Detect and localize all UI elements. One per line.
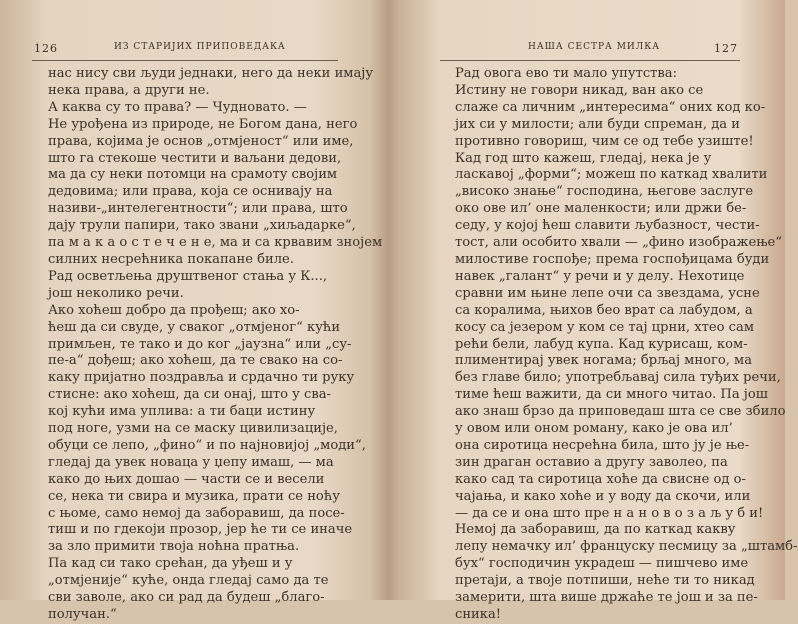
- text-line: како сад та сиротица хоће да свисне од о-: [455, 471, 746, 487]
- text-line: називи-„интелегентности“; или права, што: [48, 201, 348, 217]
- text-line: још неколико речи.: [48, 285, 184, 301]
- text-line: ма да су неки потомци на срамоту својим: [48, 167, 338, 183]
- text-line: дају трули папири, тако звани „хиљадарке“,: [48, 218, 356, 234]
- text-line: бух“ господичин украдеш — пишчево име: [455, 556, 749, 572]
- text-line: тиме ћеш важити, да си много читао. Па још: [455, 387, 768, 403]
- text-line: рећи бели, лабуд купа. Кад курисаш, ком-: [455, 336, 748, 352]
- text-line: А каква су то права? — Чудновато. —: [48, 99, 307, 115]
- text-line: под ноге, узми на се маску цивилизације,: [48, 421, 338, 437]
- left-page: [0, 0, 385, 622]
- text-line: Ако хоћеш добро да прођеш; ако хо-: [48, 302, 300, 318]
- text-line: Кад год што кажеш, гледај, нека је у: [455, 150, 712, 166]
- text-line: за зло примити твоја ноћна пратња.: [48, 539, 300, 555]
- right-page: [395, 0, 798, 622]
- text-line: Па кад си тако срећан, да уђеш и у: [48, 556, 293, 572]
- text-line: получан.“: [48, 607, 117, 622]
- text-line: тост, али особито хвали — „фино изображење“: [455, 235, 782, 251]
- text-line: како до њих дошао — части се и весели: [48, 471, 325, 487]
- text-line: ако знаш брзо да приповедаш шта се све збило: [455, 404, 786, 420]
- text-line: лепу немачку ил’ француску песмицу за „штамб-: [455, 539, 798, 555]
- right-running-head: [440, 40, 740, 61]
- text-line: сви заволе, ако си рад да будеш „благо-: [48, 590, 325, 606]
- text-line: милостиве госпође; према госпођицама буди: [455, 251, 770, 267]
- text-line: с њоме, само немој да заборавиш, да посе-: [48, 505, 345, 521]
- text-line: слаже са личним „интересима“ оних код ко-: [455, 99, 766, 115]
- text-line: навек „галант“ у речи и у делу. Нехотице: [455, 268, 745, 284]
- text-line: се, нека ти свира и музика, прати се ноћу: [48, 488, 340, 504]
- left-page-body: [48, 66, 383, 624]
- text-line: пе-а“ дођеш; ако хоћеш, да те свако на со-: [48, 353, 343, 369]
- text-line: претаји, а твоје потпиши, неће ти то никад: [455, 573, 755, 589]
- text-line: гледај да увек новаца у џепу имаш, — ма: [48, 454, 334, 470]
- text-line: седу, у којој ћеш славити љубазност, чести-: [455, 218, 760, 234]
- text-line: тиш и по гдекоји прозор, јер ће ти се иначе: [48, 522, 353, 538]
- text-line: сравни им њине лепе очи са звездама, усне: [455, 285, 760, 301]
- right-page-number: 127: [714, 42, 738, 55]
- text-line: без главе било; употребљавај сила туђих речи,: [455, 370, 781, 386]
- text-line: она сиротица несрећна била, што ју је ње-: [455, 437, 750, 453]
- text-line: плиментирај увек ногама; брљај много, ма: [455, 353, 753, 369]
- text-line: Не урођена из природе, не Богом дана, него: [48, 116, 358, 132]
- text-line: „високо знање“ господина, његове заслуге: [455, 184, 754, 200]
- text-line: Рад овога ево ти мало упутства:: [455, 66, 678, 81]
- text-line: ћеш да си свуде, у сваког „отмјеног“ кући: [48, 319, 341, 335]
- text-line: — да се и она што пре н а н о в о з а љ у б и!: [455, 505, 764, 521]
- text-line: Немој да заборавиш, да по каткад какву: [455, 522, 736, 538]
- text-line: чајања, и како хоће и у воду да скочи, или: [455, 488, 751, 504]
- text-line: каку пријатно поздравља и срдачно ти руку: [48, 370, 355, 386]
- text-line: са коралима, њихов беo врат са лабудом, а: [455, 302, 753, 318]
- text-line: око ове ил’ оне маленкости; или држи бе-: [455, 201, 747, 217]
- text-line: дедовима; или права, која се оснивају на: [48, 184, 333, 200]
- text-line: зин драган оставио а другу заволео, па: [455, 454, 728, 470]
- text-line: Рад осветљења друштвеног стања у К...,: [48, 268, 328, 284]
- text-line: кој кући има уплива: а ти баци истину: [48, 404, 316, 420]
- text-line: обуци се лепо, „фино“ и по најновијој „моди“,: [48, 437, 366, 453]
- left-running-head: [32, 40, 338, 61]
- text-line: нека права, а други не.: [48, 82, 210, 98]
- text-line: јих си у милости; али буди спреман, да и: [455, 116, 740, 132]
- right-page-body: [455, 66, 798, 624]
- text-line: у овом или оном роману, како је ова ил’: [455, 421, 733, 437]
- text-line: „отмјеније“ куће, онда гледај само да те: [48, 573, 329, 589]
- text-line: замерити, шта више држаће те још и за пе-: [455, 590, 758, 606]
- text-line: ласкавој „форми“; можеш по каткад хвалити: [455, 167, 768, 183]
- text-line: Истину не говори никад, ван ако се: [455, 82, 704, 98]
- left-page-number: 126: [34, 42, 58, 55]
- text-line: стисне: ако хоћеш, да си онај, што у сва-: [48, 387, 331, 403]
- text-line: па м а к а о с т е ч е н е, ма и са крвавим знојем: [48, 235, 383, 251]
- text-line: права, којима је основ „отмјеност“ или име,: [48, 133, 354, 149]
- text-line: нас нису сви људи једнаки, него да неки имају: [48, 66, 374, 81]
- text-line: сника!: [455, 607, 502, 622]
- right-running-title: НАША СЕСТРА МИЛКА: [528, 42, 661, 52]
- text-line: што га стекоше честити и ваљани дедови,: [48, 150, 342, 166]
- text-line: противно говориш, чим се од тебе узиште!: [455, 133, 754, 149]
- text-line: силних несрећника покапане биле.: [48, 251, 294, 267]
- text-line: примљен, те тако и до ког „јаузна“ или „су-: [48, 336, 352, 352]
- left-running-title: ИЗ СТАРИЈИХ ПРИПОВЕДАКА: [114, 42, 286, 52]
- text-line: косу са језером у ком се тај црни, хтео сам: [455, 319, 755, 335]
